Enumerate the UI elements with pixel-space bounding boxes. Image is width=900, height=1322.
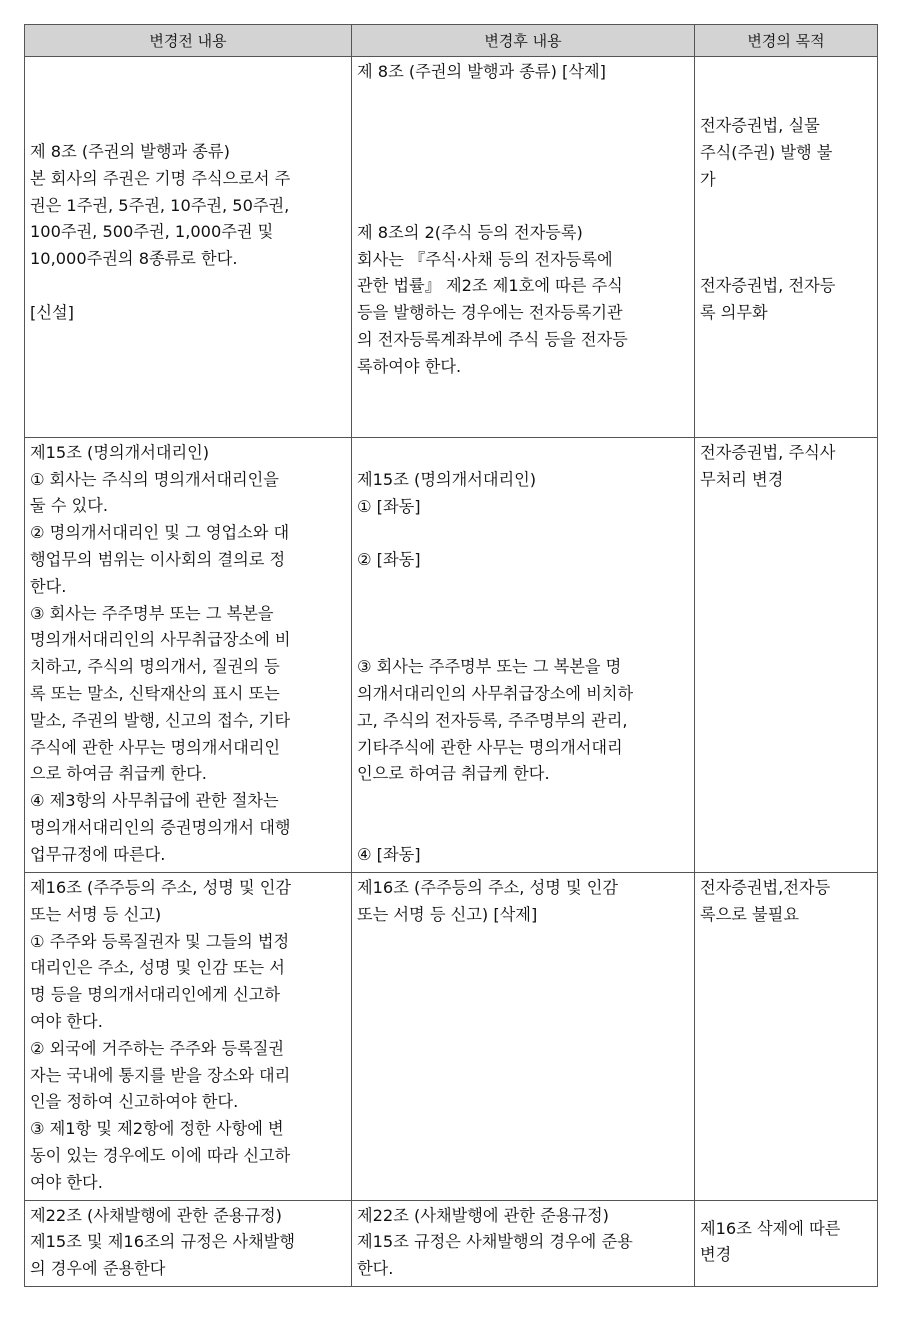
text-line: 등을 발행하는 경우에는 전자등록기관 (357, 303, 623, 323)
text-line: ③ 회사는 주주명부 또는 그 복본을 (30, 603, 274, 623)
text-line: 변경 (700, 1245, 732, 1265)
text-line: 동이 있는 경우에도 이에 따라 신고하 (30, 1145, 291, 1165)
cell-after-article-15 (352, 437, 695, 872)
text-line: 록하여야 한다. (357, 356, 462, 376)
text-line: 전자증권법,전자등 (700, 877, 831, 897)
text-line: 업무규정에 따른다. (30, 844, 166, 864)
text-line: ① [좌동] (357, 496, 421, 516)
text-line: 한다. (357, 1259, 394, 1279)
text-line: 제16조 (주주등의 주소, 성명 및 인감 (30, 877, 292, 897)
text-line: 치하고, 주식의 명의개서, 질권의 등 (30, 657, 280, 677)
text-line: 제16조 삭제에 따른 (700, 1218, 841, 1238)
text-line: 여야 한다. (30, 1172, 103, 1192)
text-line: 인을 정하여 신고하여야 한다. (30, 1092, 239, 1112)
text-line: ① 주주와 등록질권자 및 그들의 법정 (30, 931, 290, 951)
cell-purpose-article-22 (695, 1200, 878, 1286)
text-line: ③ 회사는 주주명부 또는 그 복본을 명 (357, 657, 622, 677)
cell-before-article-15 (25, 437, 352, 872)
text-line: 전자증권법, 실물 (700, 116, 820, 135)
table-row (25, 57, 878, 438)
text-line: 기타주식에 관한 사무는 명의개서대리 (357, 737, 623, 757)
text-line: 제22조 (사채발행에 관한 준용규정) (357, 1205, 609, 1225)
text-line: 여야 한다. (30, 1011, 103, 1031)
text-line: 한다. (30, 576, 67, 596)
text-line: 자는 국내에 통지를 받을 장소와 대리 (30, 1065, 291, 1085)
text-line: 의 전자등록계좌부에 주식 등을 전자등 (357, 329, 628, 349)
text-line: 행업무의 범위는 이사회의 결의로 정 (30, 549, 286, 569)
text-line: 인으로 하여금 취급케 한다. (357, 764, 550, 784)
text-line: 록 의무화 (700, 303, 768, 323)
table-row (25, 1200, 878, 1286)
header-row (25, 25, 878, 57)
text-line: ② [좌동] (357, 550, 421, 570)
text-line: 제16조 (주주등의 주소, 성명 및 인감 (357, 877, 619, 897)
text-line: ① 회사는 주식의 명의개서대리인을 (30, 469, 279, 489)
text-line: 10,000주권의 8종류로 한다. (30, 249, 238, 269)
text-line: 명 등을 명의개서대리인에게 신고하 (30, 985, 280, 1005)
text-line: 록으로 불필요 (700, 904, 799, 924)
text-line: 둘 수 있다. (30, 496, 108, 516)
text-line: 또는 서명 등 신고) (30, 904, 162, 924)
text-line: 제 8조 (주권의 발행과 종류) [삭제] (357, 62, 606, 81)
text-line: 제15조 (명의개서대리인) (357, 469, 537, 489)
cell-purpose-article-16 (695, 872, 878, 1200)
table-row (25, 872, 878, 1200)
cell-after-article-8 (352, 57, 695, 438)
new-article-marker: [신설] (30, 302, 74, 322)
text-line: ② 명의개서대리인 및 그 영업소와 대 (30, 523, 290, 543)
amendment-comparison-table (24, 24, 878, 1287)
text-line: 의개서대리인의 사무취급장소에 비치하 (357, 683, 634, 703)
cell-purpose-article-15 (695, 437, 878, 872)
text-line: 제15조 (명의개서대리인) (30, 442, 210, 462)
text-line: 전자증권법, 전자등 (700, 276, 836, 296)
text-line: 가 (700, 169, 716, 189)
text-line: 제 8조 (주권의 발행과 종류) (30, 142, 230, 161)
text-line: 무처리 변경 (700, 469, 784, 489)
text-line: ④ [좌동] (357, 845, 421, 865)
text-line: 록 또는 말소, 신탁재산의 표시 또는 (30, 683, 280, 703)
text-line: 대리인은 주소, 성명 및 인감 또는 서 (30, 958, 285, 978)
text-line: 으로 하여금 취급케 한다. (30, 764, 207, 784)
text-line: 고, 주식의 전자등록, 주주명부의 관리, (357, 710, 628, 730)
cell-before-article-8 (25, 57, 352, 438)
text-line: 말소, 주권의 발행, 신고의 접수, 기타 (30, 710, 291, 730)
text-line: 본 회사의 주권은 기명 주식으로서 주 (30, 168, 291, 188)
text-line: 의 경우에 준용한다 (30, 1259, 166, 1279)
text-line: ② 외국에 거주하는 주주와 등록질권 (30, 1038, 285, 1058)
text-line: 관한 법률』 제2조 제1호에 따른 주식 (357, 276, 623, 296)
table-row (25, 437, 878, 872)
cell-after-article-22 (352, 1200, 695, 1286)
cell-after-article-16 (352, 872, 695, 1200)
text-line: ③ 제1항 및 제2항에 정한 사항에 변 (30, 1119, 284, 1139)
text-line: 제 8조의 2(주식 등의 전자등록) (357, 222, 583, 242)
header-after: 변경후 내용 (352, 25, 695, 57)
cell-purpose-article-8 (695, 57, 878, 438)
cell-before-article-16 (25, 872, 352, 1200)
text-line: 주식(주권) 발행 불 (700, 142, 833, 162)
cell-before-article-22 (25, 1200, 352, 1286)
header-before: 변경전 내용 (25, 25, 352, 57)
text-line: ④ 제3항의 사무취급에 관한 절차는 (30, 791, 279, 811)
text-line: 제15조 및 제16조의 규정은 사채발행 (30, 1232, 296, 1252)
text-line: 100주권, 500주권, 1,000주권 및 (30, 222, 274, 242)
text-line: 전자증권법, 주식사 (700, 442, 836, 462)
text-line: 또는 서명 등 신고) [삭제] (357, 904, 538, 924)
text-line: 권은 1주권, 5주권, 10주권, 50주권, (30, 195, 290, 215)
text-line: 명의개서대리인의 증권명의개서 대행 (30, 817, 291, 837)
text-line: 명의개서대리인의 사무취급장소에 비 (30, 630, 291, 650)
text-line: 제15조 규정은 사채발행의 경우에 준용 (357, 1232, 633, 1252)
text-line: 주식에 관한 사무는 명의개서대리인 (30, 737, 280, 757)
header-purpose: 변경의 목적 (695, 25, 878, 57)
text-line: 제22조 (사채발행에 관한 준용규정) (30, 1205, 282, 1225)
text-line: 회사는 『주식·사채 등의 전자등록에 (357, 249, 613, 269)
